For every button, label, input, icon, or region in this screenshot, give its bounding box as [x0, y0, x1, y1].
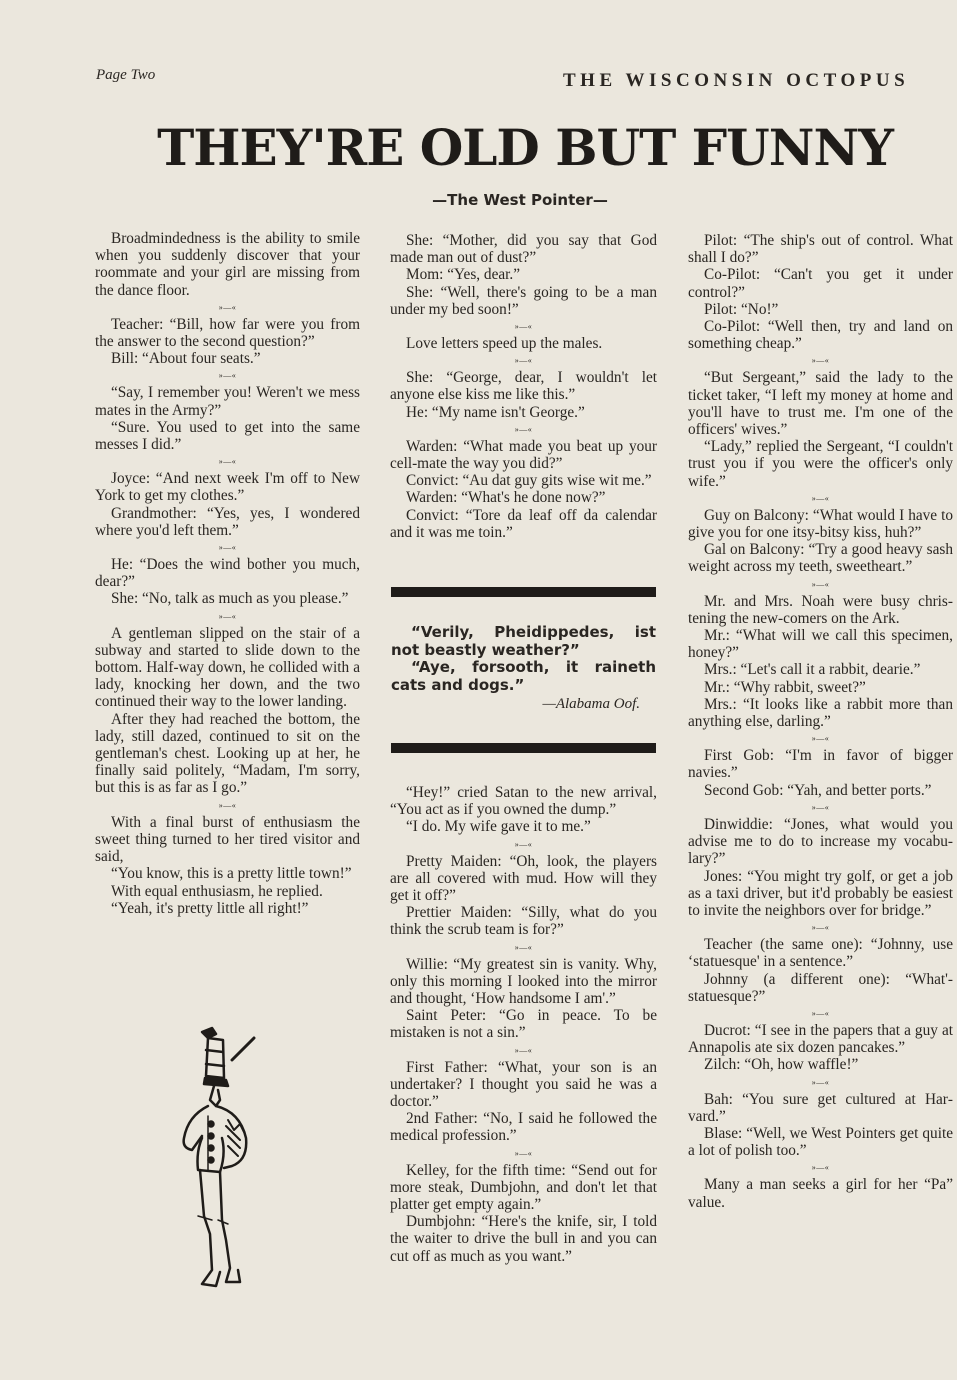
column-2-bottom: [390, 784, 657, 1265]
joke-paragraph: Willie: “My greatest sin is vanity. Why, only this morning I looked into the mirror and thought, ‘How handsome I am'.”: [390, 955, 657, 1008]
joke-paragraph: Pretty Maiden: “Oh, look, the players are all covered with mud. How will they get it off?”: [390, 852, 657, 905]
joke-paragraph: “Hey!” cried Satan to the new arrival, “You act as if you owned the dump.”: [390, 784, 657, 819]
joke-paragraph: Mrs.: “It looks like a rabbit more than anything else, darling.”: [688, 695, 953, 731]
joke-paragraph: Bill: “About four seats.”: [111, 350, 261, 368]
joke-separator: »—«: [514, 1148, 533, 1158]
joke-item: [390, 1162, 657, 1265]
joke-item: [390, 853, 657, 939]
joke-paragraph: She: “Well, there's going to be a man under my bed soon!”: [390, 283, 657, 318]
page-title: THEY'RE OLD BUT FUNNY: [157, 118, 893, 177]
quote-attribution: —Alabama Oof.: [542, 696, 640, 712]
joke-separator: »—«: [811, 1077, 830, 1087]
joke-paragraph: Dumbjohn: “Here's the knife, sir, I told the waiter to drive the bull in and you can cut off as much as you want.”: [390, 1213, 657, 1265]
joke-paragraph: “Say, I remember you! Weren't we mess mates in the Army?”: [95, 384, 360, 419]
joke-paragraph: With equal enthusiasm, he replied.: [111, 882, 323, 900]
joke-paragraph: First Father: “What, your son is an undertaker? I thought you said he was a doctor.”: [390, 1058, 657, 1111]
joke-item: [688, 232, 953, 352]
joke-paragraph: First Gob: “I'm in favor of bigger navies.”: [688, 747, 953, 782]
boxed-quote: [391, 624, 656, 714]
joke-paragraph: Grandmother: “Yes, yes, I wondered where you'd left them.”: [95, 504, 360, 539]
joke-separator: »—«: [811, 1163, 830, 1173]
joke-paragraph: Many a man seeks a girl for her “Pa” value.: [688, 1176, 953, 1211]
joke-paragraph: Teacher (the same one): “Johnny, use ‘statuesque' in a sentence.”: [688, 936, 953, 971]
joke-item: [390, 956, 657, 1042]
joke-item: [688, 1176, 953, 1210]
joke-paragraph: Mr.: “Why rabbit, sweet?”: [704, 678, 866, 696]
joke-separator: »—«: [811, 1008, 830, 1018]
column-1: [95, 230, 360, 917]
joke-paragraph: She: “No, talk as much as you please.”: [111, 590, 349, 608]
quote-line-2: “Aye, forsooth, it raineth cats and dogs.”: [391, 658, 656, 694]
joke-paragraph: “You know, this is a pretty little town!”: [111, 865, 352, 883]
joke-item: [688, 1091, 953, 1160]
joke-item: [95, 316, 360, 368]
quote-line-1: “Verily, Pheidippedes, ist not beastly weather?”: [391, 623, 656, 659]
joke-separator: »—«: [218, 302, 237, 312]
joke-paragraph: Second Gob: “Yah, and better ports.”: [704, 781, 932, 799]
joke-separator: »—«: [218, 543, 237, 553]
joke-paragraph: She: “Mother, did you say that God made man out of dust?”: [390, 232, 657, 267]
joke-separator: »—«: [811, 734, 830, 744]
joke-paragraph: Guy on Balcony: “What would I have to give you for one itsy-bitsy kiss, huh?”: [688, 506, 953, 542]
joke-paragraph: Love letters speed up the males.: [406, 335, 603, 353]
joke-separator: »—«: [811, 923, 830, 933]
joke-paragraph: Co-Pilot: “Well then, try and land on something cheap.”: [688, 318, 953, 353]
joke-separator: »—«: [514, 839, 533, 849]
joke-paragraph: He: “My name isn't George.”: [406, 403, 585, 421]
page-label: Page Two: [96, 67, 156, 83]
joke-paragraph: Mr.: “What will we call this specimen, honey?”: [688, 627, 953, 662]
joke-paragraph: “Sure. You used to get into the same messes I did.”: [95, 418, 360, 454]
joke-item: [688, 936, 953, 1005]
joke-item: [95, 230, 360, 299]
rule-bottom: [391, 743, 656, 753]
joke-paragraph: Gal on Balcony: “Try a good heavy sash weight across my teeth, sweetheart.”: [688, 541, 953, 576]
joke-item: [95, 625, 360, 797]
joke-separator: »—«: [514, 1045, 533, 1055]
joke-paragraph: Pilot: “The ship's out of control. What shall I do?”: [688, 232, 953, 267]
rule-top: [391, 587, 656, 597]
joke-separator: »—«: [514, 322, 533, 332]
joke-paragraph: Teacher: “Bill, how far were you from the answer to the second question?”: [95, 315, 360, 351]
masthead: THE WISCONSIN OCTOPUS: [563, 70, 910, 91]
joke-item: [390, 335, 657, 352]
joke-paragraph: She: “George, dear, I wouldn't let anyone else kiss me like this.”: [390, 369, 657, 404]
joke-item: [95, 814, 360, 917]
joke-paragraph: “But Sergeant,” said the lady to the ticket taker, “I left my money at home and you'll have to trust me. I'm one of the officers' wives.”: [688, 369, 953, 439]
joke-paragraph: 2nd Father: “No, I said he followed the medical profession.”: [390, 1110, 657, 1145]
joke-paragraph: Prettier Maiden: “Silly, what do you think the scrub team is for?”: [390, 904, 657, 939]
joke-paragraph: Mrs.: “Let's call it a rabbit, dearie.”: [704, 661, 921, 679]
joke-item: [95, 556, 360, 608]
joke-item: [390, 1059, 657, 1145]
joke-separator: »—«: [218, 371, 237, 381]
joke-paragraph: Mom: “Yes, dear.”: [406, 266, 521, 284]
joke-item: [688, 1022, 953, 1074]
byline: —The West Pointer—: [432, 191, 608, 209]
joke-separator: »—«: [514, 356, 533, 366]
joke-item: [688, 369, 953, 489]
joke-paragraph: Bah: “You sure get cultured at Harvard.”: [688, 1090, 953, 1125]
joke-paragraph: Convict: “Au dat guy gits wise wit me.”: [406, 472, 652, 490]
joke-paragraph: Pilot: “No!”: [704, 300, 779, 318]
column-2-top: [390, 232, 657, 541]
joke-paragraph: Dinwiddie: “Jones, what would you advise me to do to increase my vocabulary?”: [688, 815, 953, 868]
joke-paragraph: Ducrot: “I see in the papers that a guy at Annapolis ate six dozen pancakes.”: [688, 1021, 953, 1057]
joke-item: [95, 470, 360, 539]
joke-paragraph: Warden: “What's he done now?”: [406, 489, 606, 507]
joke-separator: »—«: [811, 579, 830, 589]
joke-separator: »—«: [218, 800, 237, 810]
joke-item: [688, 816, 953, 919]
joke-paragraph: “Lady,” replied the Sergeant, “I couldn't trust you if you were the officer's only wife.”: [688, 438, 953, 490]
joke-paragraph: With a final burst of enthusiasm the sweet thing turned to her tired visitor and said,: [95, 813, 360, 866]
joke-paragraph: He: “Does the wind bother you much, dear?”: [95, 556, 360, 591]
joke-item: [390, 438, 657, 541]
joke-paragraph: Zilch: “Oh, how waffle!”: [704, 1056, 859, 1074]
joke-separator: »—«: [811, 493, 830, 503]
column-3: [688, 232, 953, 1211]
joke-paragraph: After they had reached the bottom, the lady, still dazed, continued to sit on the gentleman's chest. Looking up at her, he finally said politely, “Madam, I'm sorry, but this is as far as I go.”: [95, 710, 360, 797]
joke-paragraph: Jones: “You might try golf, or get a job as a taxi driver, but it'd probably be easiest to invite the neighbors over for bridge.”: [688, 867, 953, 919]
joke-paragraph: Mr. and Mrs. Noah were busy christening the new-comers on the Ark.: [688, 592, 953, 627]
joke-paragraph: Co-Pilot: “Can't you get it under control?”: [688, 266, 953, 301]
joke-paragraph: “I do. My wife gave it to me.”: [406, 818, 591, 836]
joke-paragraph: Convict: “Tore da leaf off da calendar and it was me toin.”: [390, 506, 657, 541]
west-pointer-cadet-illustration: [168, 1020, 268, 1295]
joke-separator: »—«: [218, 611, 237, 621]
joke-paragraph: Kelley, for the fifth time: “Send out for more steak, Dumbjohn, and don't let that platter get empty again.”: [390, 1161, 657, 1214]
joke-paragraph: Blase: “Well, we West Pointers get quite a lot of polish too.”: [688, 1124, 953, 1160]
joke-separator: »—«: [514, 942, 533, 952]
joke-item: [688, 507, 953, 576]
joke-paragraph: Johnny (a different one): “What'-statuesque?”: [688, 970, 953, 1005]
joke-item: [688, 593, 953, 731]
joke-item: [688, 747, 953, 799]
joke-separator: »—«: [811, 356, 830, 366]
joke-paragraph: Joyce: “And next week I'm off to New York to get my clothes.”: [95, 470, 360, 505]
joke-item: [390, 784, 657, 836]
joke-item: [390, 232, 657, 318]
joke-item: [95, 384, 360, 453]
joke-separator: »—«: [811, 802, 830, 812]
joke-paragraph: “Yeah, it's pretty little all right!”: [111, 899, 309, 917]
joke-paragraph: Broadmindedness is the ability to smile when you suddenly discover that your roommate and your girl are missing from the dance floor.: [95, 230, 360, 299]
joke-paragraph: Saint Peter: “Go in peace. To be mistaken is not a sin.”: [390, 1007, 657, 1042]
joke-separator: »—«: [514, 424, 533, 434]
joke-paragraph: A gentleman slipped on the stair of a subway and started to slide down to the bottom. Half-way down, he collided with a lady, knocking her down, and the two continued their way to the lower landing.: [95, 624, 360, 711]
joke-separator: »—«: [218, 457, 237, 467]
joke-item: [390, 369, 657, 421]
joke-paragraph: Warden: “What made you beat up your cell-mate the way you did?”: [390, 437, 657, 473]
